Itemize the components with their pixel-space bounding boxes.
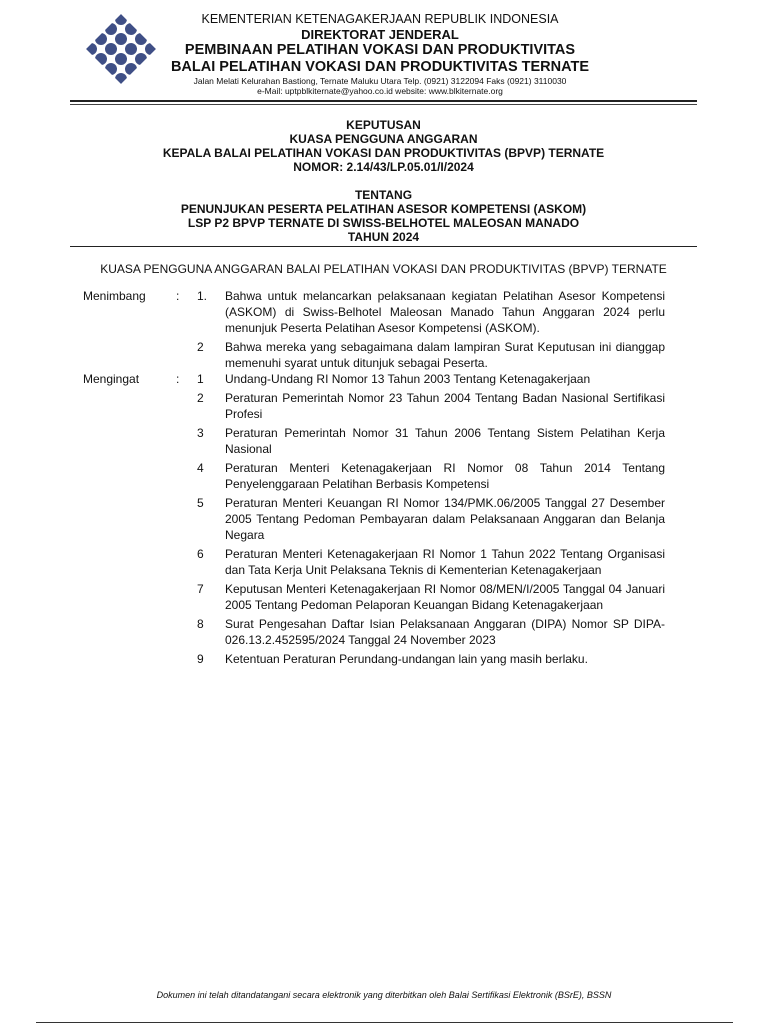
item-text: Peraturan Pemerintah Nomor 31 Tahun 2006 Tentang Sistem Pelatihan Kerja Nasional xyxy=(225,426,665,456)
item-text: Peraturan Menteri Ketenagakerjaan RI Nomor 1 Tahun 2022 Tentang Organisasi dan Tata Kerja Unit Pelaksana Teknis di Kementerian Ketenagakerjaan xyxy=(225,547,665,577)
item-number: 5 xyxy=(197,496,204,510)
decree-type: KEPUTUSAN xyxy=(346,118,421,132)
decree-subject-2: LSP P2 BPVP TERNATE DI SWISS-BELHOTEL MALEOSAN MANADO xyxy=(187,216,580,230)
menimbang-label: Menimbang xyxy=(83,289,146,303)
list-item xyxy=(83,425,665,457)
decree-number: NOMOR: 2.14/43/LP.05.01/I/2024 xyxy=(293,160,474,174)
list-item xyxy=(83,288,665,336)
item-number: 2 xyxy=(197,391,204,405)
mengingat-label: Mengingat xyxy=(83,372,140,386)
item-text: Peraturan Pemerintah Nomor 23 Tahun 2004 Tentang Badan Nasional Sertifikasi Profesi xyxy=(225,391,665,421)
list-item xyxy=(83,460,665,492)
item-number: 1 xyxy=(197,372,204,386)
decree-official: KEPALA BALAI PELATIHAN VOKASI DAN PRODUKTIVITAS (BPVP) TERNATE xyxy=(162,146,605,160)
opening-line: KUASA PENGGUNA ANGGARAN BALAI PELATIHAN VOKASI DAN PRODUKTIVITAS (BPVP) TERNATE xyxy=(100,262,667,276)
title-divider xyxy=(70,246,697,247)
decree-authority: KUASA PENGGUNA ANGGARAN xyxy=(289,132,478,146)
list-item xyxy=(83,495,665,543)
ministry-name: KEMENTERIAN KETENAGAKERJAAN REPUBLIK INDONESIA xyxy=(201,12,559,26)
item-text: Peraturan Menteri Keuangan RI Nomor 134/PMK.06/2005 Tanggal 27 Desember 2005 Tentang Pedoman Pembayaran dalam Pelaksanaan Anggaran dan Belanja Negara xyxy=(225,496,665,542)
item-text: Bahwa untuk melancarkan pelaksanaan kegiatan Pelatihan Asesor Kompetensi (ASKOM) di Swiss-Belhotel Maleosan Manado Tahun Anggaran 2024 perlu menunjuk Peserta Pelatihan Asesor Kompetensi (ASKOM). xyxy=(225,289,665,335)
menimbang-colon: : xyxy=(176,289,180,303)
item-number: 3 xyxy=(197,426,204,440)
list-item xyxy=(83,651,665,667)
item-text: Peraturan Menteri Ketenagakerjaan RI Nomor 08 Tahun 2014 Tentang Penyelenggaraan Pelatihan Berbasis Kompetensi xyxy=(225,461,665,491)
decree-subject-3: TAHUN 2024 xyxy=(347,230,420,244)
item-number: 2 xyxy=(197,340,204,354)
item-text: Keputusan Menteri Ketenagakerjaan RI Nomor 08/MEN/I/2005 Tanggal 04 Januari 2005 Tentang Pedoman Pelaporan Keuangan Bidang Ketenagakerjaan xyxy=(225,582,665,612)
item-number: 7 xyxy=(197,582,204,596)
item-text: Undang-Undang RI Nomor 13 Tahun 2003 Tentang Ketenagakerjaan xyxy=(225,372,591,386)
letterhead xyxy=(150,12,610,96)
list-item xyxy=(83,581,665,613)
office-name: BALAI PELATIHAN VOKASI DAN PRODUKTIVITAS TERNATE xyxy=(170,59,590,75)
mengingat-colon: : xyxy=(176,372,180,386)
office-contact: e-Mail: uptpblkiternate@yahoo.co.id website: www.blkiternate.org xyxy=(257,86,503,96)
directorate-name: DIREKTORAT JENDERAL xyxy=(301,27,459,42)
decree-subject-1: PENUNJUKAN PESERTA PELATIHAN ASESOR KOMPETENSI (ASKOM) xyxy=(180,202,587,216)
item-text: Bahwa mereka yang sebagaimana dalam lampiran Surat Keputusan ini dianggap memenuhi syarat untuk ditunjuk sebagai Peserta. xyxy=(225,340,665,370)
item-text: Ketentuan Peraturan Perundang-undangan lain yang masih berlaku. xyxy=(225,652,588,666)
esignature-note: Dokumen ini telah ditandatangani secara elektronik yang diterbitkan oleh Balai Sertifikasi Elektronik (BSrE), BSSN xyxy=(156,990,612,1000)
division-name: PEMBINAAN PELATIHAN VOKASI DAN PRODUKTIVITAS xyxy=(184,42,576,58)
item-number: 1. xyxy=(197,289,208,303)
list-item xyxy=(83,616,665,648)
footer-divider xyxy=(36,1022,733,1023)
list-item xyxy=(83,371,665,387)
office-address: Jalan Melati Kelurahan Bastiong, Ternate Maluku Utara Telp. (0921) 3122094 Faks (0921) 3110030 xyxy=(193,76,567,86)
letterhead-divider-thin xyxy=(70,104,697,105)
item-number: 4 xyxy=(197,461,204,475)
item-number: 9 xyxy=(197,652,204,666)
list-item xyxy=(83,390,665,422)
decree-title xyxy=(70,118,697,244)
item-number: 6 xyxy=(197,547,204,561)
item-number: 8 xyxy=(197,617,204,631)
letterhead-divider xyxy=(70,100,697,102)
list-item xyxy=(83,546,665,578)
menimbang-section xyxy=(83,288,665,374)
mengingat-section xyxy=(83,371,665,670)
decree-about-label: TENTANG xyxy=(354,188,413,202)
item-text: Surat Pengesahan Daftar Isian Pelaksanaan Anggaran (DIPA) Nomor SP DIPA-026.13.2.452595/2024 Tanggal 24 November 2023 xyxy=(225,617,665,647)
list-item xyxy=(83,339,665,371)
